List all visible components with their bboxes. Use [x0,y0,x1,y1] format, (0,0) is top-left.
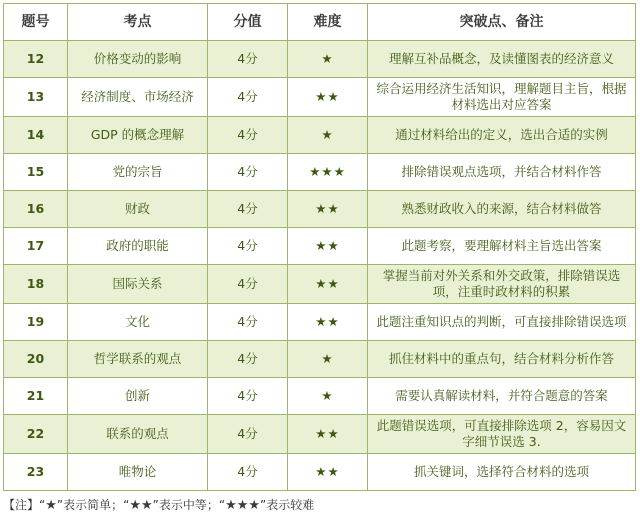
header-difficulty: 难度 [288,4,368,41]
legend-star-hard: ★★★ [225,498,261,513]
header-topic: 考点 [68,4,208,41]
header-notes: 突破点、备注 [368,4,636,41]
difficulty-stars: ★ [288,117,368,154]
topic-cell: 哲学联系的观点 [68,341,208,378]
table-row [4,265,636,304]
question-number: 18 [4,265,68,304]
table-row [4,78,636,117]
score-cell: 4分 [208,341,288,378]
difficulty-stars: ★★ [288,265,368,304]
question-number: 14 [4,117,68,154]
score-cell: 4分 [208,304,288,341]
score-cell: 4分 [208,415,288,454]
score-cell: 4分 [208,378,288,415]
table-row [4,415,636,454]
note-cell: 此题错误选项，可直接排除选项 2，容易因文字细节误选 3. [368,415,636,454]
score-cell: 4分 [208,454,288,491]
question-number: 20 [4,341,68,378]
note-cell: 需要认真解读材料，并符合题意的答案 [368,378,636,415]
table-row [4,454,636,491]
difficulty-stars: ★★ [288,415,368,454]
table-row [4,191,636,228]
note-cell: 通过材料给出的定义，选出合适的实例 [368,117,636,154]
exam-analysis-table [3,3,636,491]
score-cell: 4分 [208,154,288,191]
header-number: 题号 [4,4,68,41]
topic-cell: 财政 [68,191,208,228]
table-row [4,378,636,415]
table-row [4,341,636,378]
legend-star-medium: ★★ [129,498,153,513]
topic-cell: GDP 的概念理解 [68,117,208,154]
topic-cell: 党的宗旨 [68,154,208,191]
note-cell: 排除错误观点选项，并结合材料作答 [368,154,636,191]
topic-cell: 唯物论 [68,454,208,491]
difficulty-legend [3,495,637,515]
legend-text-medium: ”表示中等；“ [152,498,226,512]
note-cell: 熟悉财政收入的来源，结合材料做答 [368,191,636,228]
difficulty-stars: ★★ [288,304,368,341]
legend-text-hard: ”表示较难 [260,498,315,512]
difficulty-stars: ★★ [288,454,368,491]
topic-cell: 政府的职能 [68,228,208,265]
score-cell: 4分 [208,41,288,78]
table-row [4,154,636,191]
topic-cell: 国际关系 [68,265,208,304]
table-row [4,41,636,78]
question-number: 15 [4,154,68,191]
question-number: 22 [4,415,68,454]
score-cell: 4分 [208,265,288,304]
difficulty-stars: ★ [288,341,368,378]
question-number: 13 [4,78,68,117]
topic-cell: 价格变动的影响 [68,41,208,78]
table-row [4,228,636,265]
legend-star-easy: ★ [45,498,57,513]
score-cell: 4分 [208,78,288,117]
score-cell: 4分 [208,191,288,228]
note-cell: 抓住材料中的重点句，结合材料分析作答 [368,341,636,378]
note-cell: 此题考察，要理解材料主旨选出答案 [368,228,636,265]
note-cell: 此题注重知识点的判断，可直接排除错误选项 [368,304,636,341]
question-number: 21 [4,378,68,415]
question-number: 23 [4,454,68,491]
legend-prefix: 【注】“ [3,498,46,512]
difficulty-stars: ★★ [288,78,368,117]
legend-text-easy: ”表示简单；“ [56,498,130,512]
question-number: 17 [4,228,68,265]
topic-cell: 联系的观点 [68,415,208,454]
topic-cell: 经济制度、市场经济 [68,78,208,117]
table-row [4,304,636,341]
table-header-row [4,4,636,41]
topic-cell: 创新 [68,378,208,415]
topic-cell: 文化 [68,304,208,341]
note-cell: 理解互补品概念，及读懂图表的经济意义 [368,41,636,78]
table-row [4,117,636,154]
difficulty-stars: ★ [288,378,368,415]
question-number: 19 [4,304,68,341]
difficulty-stars: ★★★ [288,154,368,191]
difficulty-stars: ★ [288,41,368,78]
note-cell: 综合运用经济生活知识，理解题目主旨，根据材料选出对应答案 [368,78,636,117]
question-number: 16 [4,191,68,228]
difficulty-stars: ★★ [288,191,368,228]
note-cell: 掌握当前对外关系和外交政策，排除错误选项，注重时政材料的积累 [368,265,636,304]
note-cell: 抓关键词，选择符合材料的选项 [368,454,636,491]
score-cell: 4分 [208,117,288,154]
difficulty-stars: ★★ [288,228,368,265]
question-number: 12 [4,41,68,78]
score-cell: 4分 [208,228,288,265]
header-score: 分值 [208,4,288,41]
